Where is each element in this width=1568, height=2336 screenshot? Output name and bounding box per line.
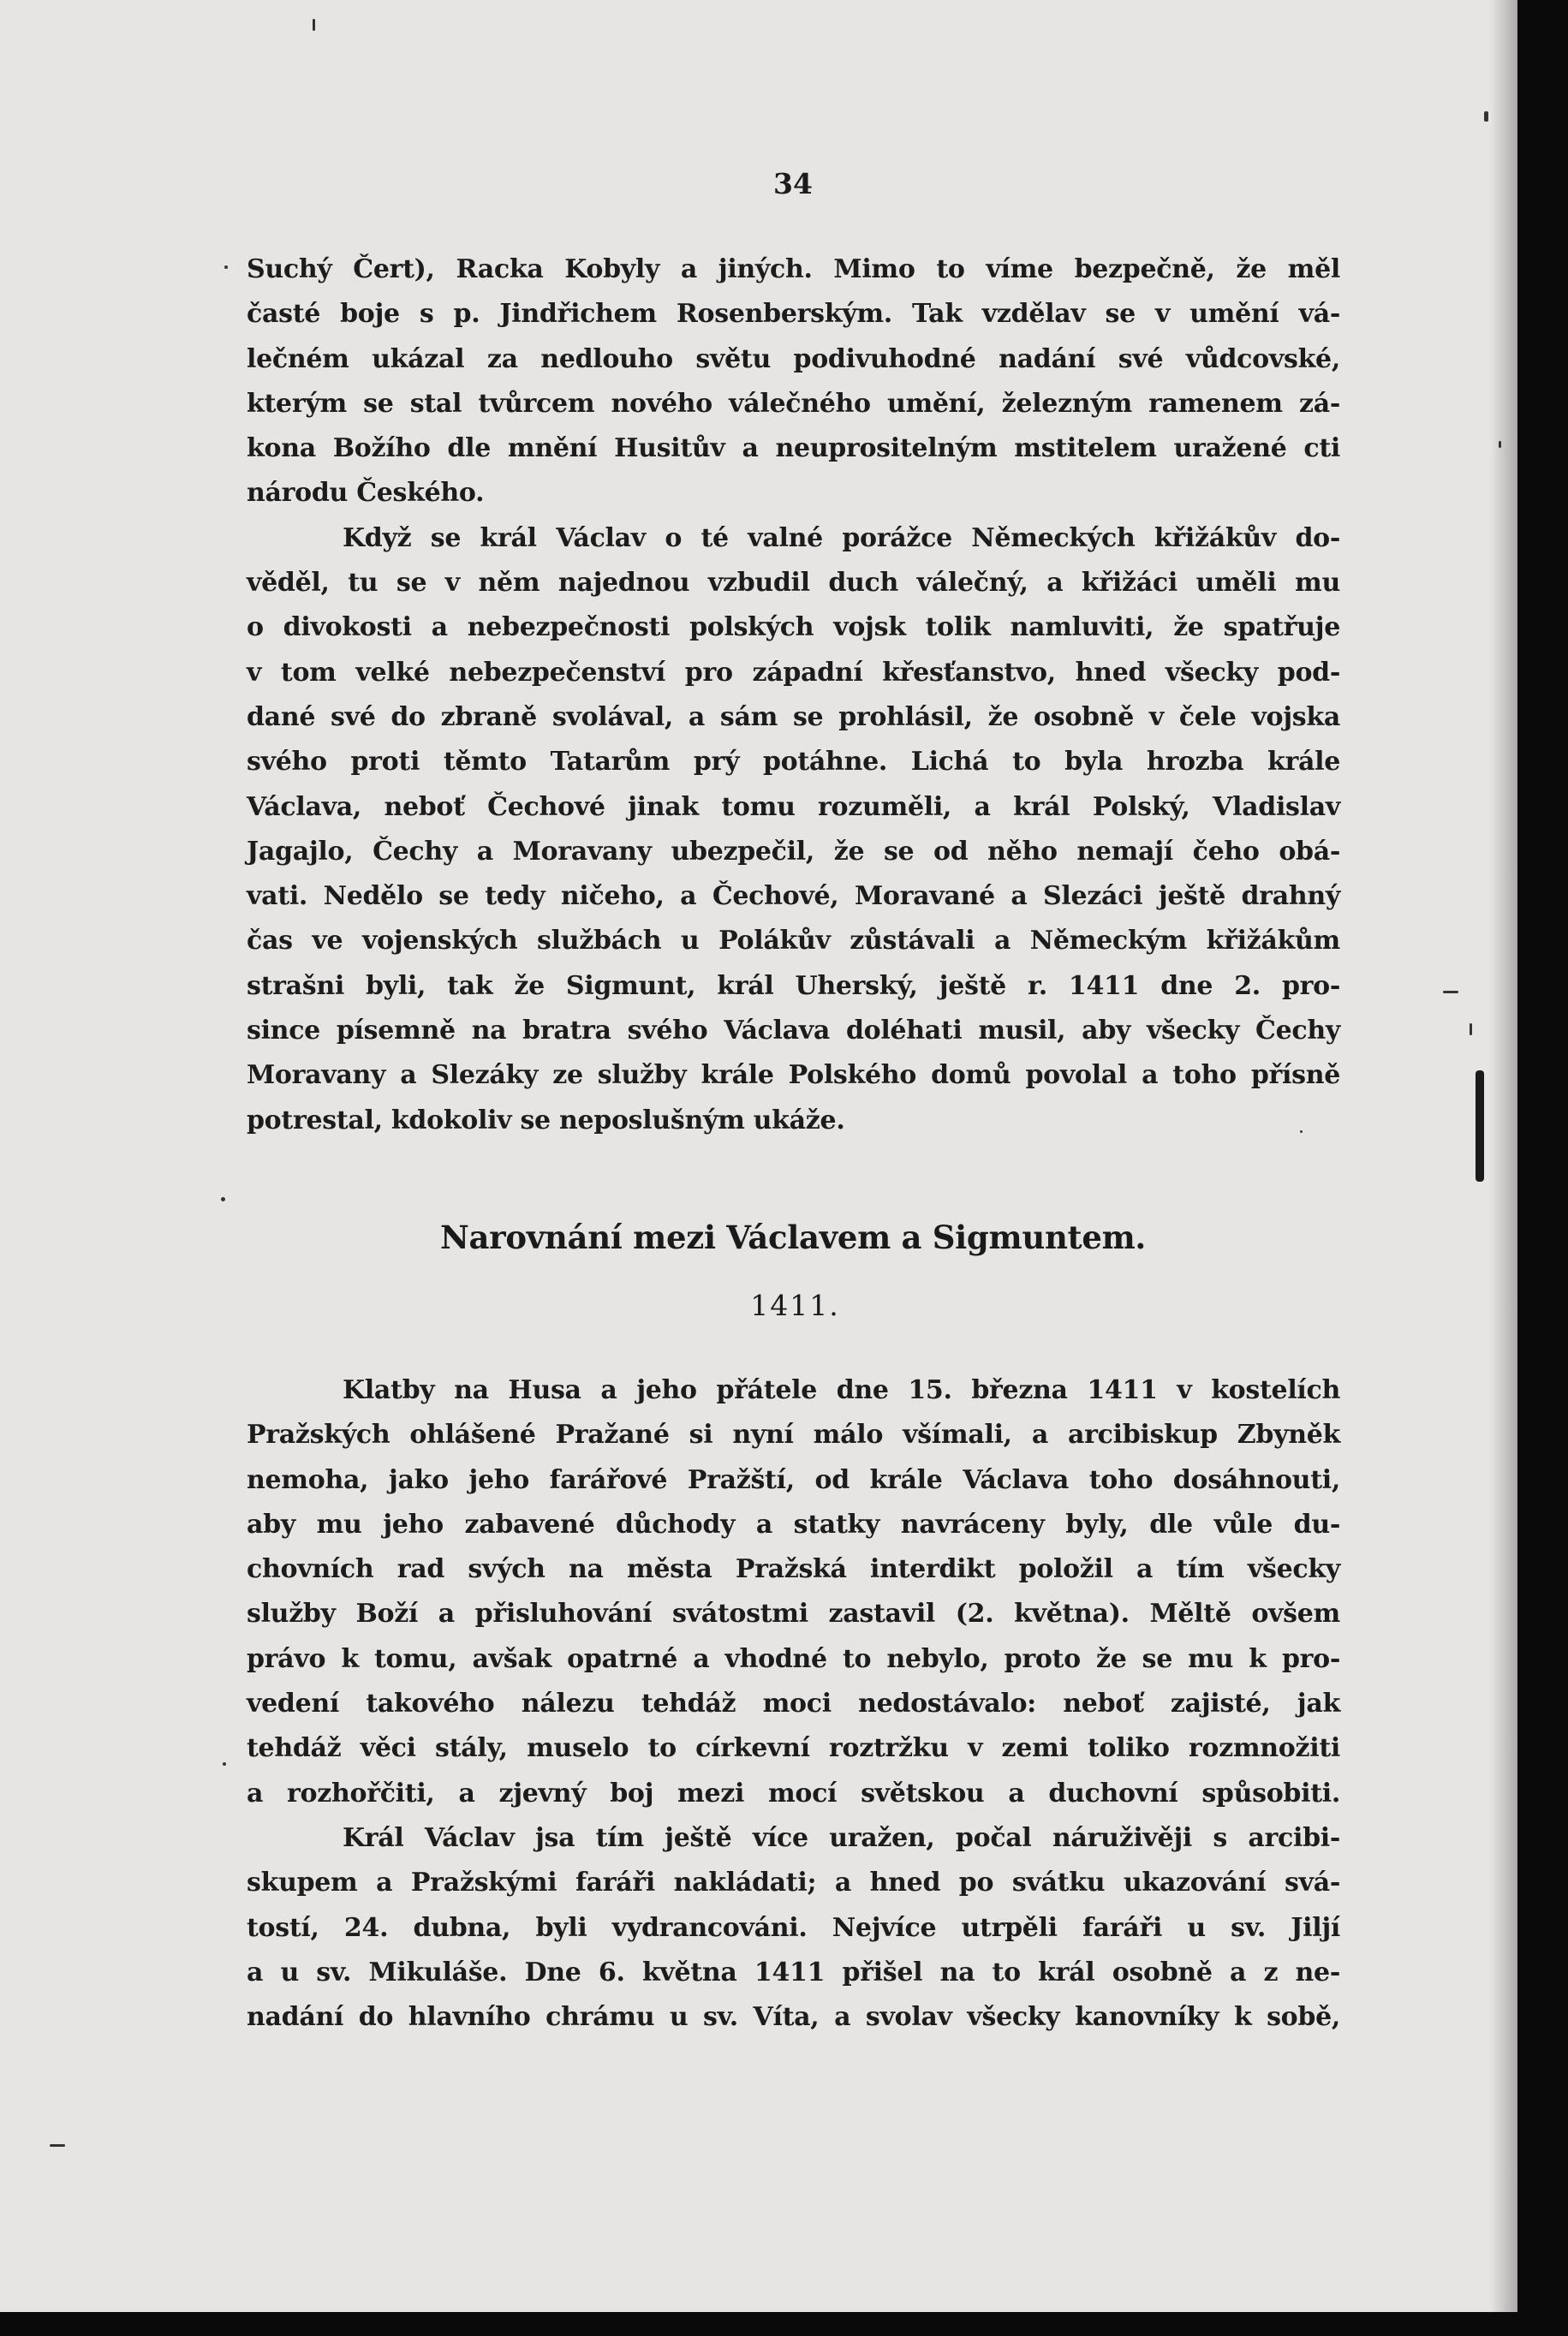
speck [223,1762,226,1766]
text-line: časté boje s p. Jindřichem Rosenberským. Tak vzdělav se v umění vá- [247,299,1340,330]
text-line: tehdáž věci stály, muselo to církevní roztržku v zemi toliko rozmnožiti [247,1733,1340,1764]
text-line: aby mu jeho zabavené důchody a statky navráceny byly, dle vůle du- [247,1509,1340,1540]
section-heading: Narovnání mezi Václavem a Sigmuntem. [439,1219,1147,1256]
text-block-before [247,247,1340,1143]
text-line: Klatby na Husa a jeho přátele dne 15. března 1411 v kostelích [343,1375,1340,1405]
text-line: Jagajlo, Čechy a Moravany ubezpečil, že se od něho nemají čeho obá- [247,836,1340,867]
text-line: služby Boží a přisluhování svátostmi zastavil (2. května). Měltě ovšem [247,1599,1340,1630]
text-line: právo k tomu, avšak opatrné a vhodné to nebylo, proto že se mu k pro- [247,1643,1340,1674]
text-line: Suchý Čert), Racka Kobyly a jiných. Mimo to víme bezpečně, že měl [247,254,1340,284]
speck [313,19,315,31]
text-line: lečném ukázal za nedlouho světu podivuhodné nadání své vůdcovské, [247,343,1340,374]
text-line: vedení takového nálezu tehdáž moci nedostávalo: neboť zajisté, jak [247,1689,1340,1719]
speck [1476,1070,1484,1182]
text-line: tostí, 24. dubna, byli vydrancováni. Nejvíce utrpěli faráři u sv. Jiljí [247,1912,1340,1943]
speck [1443,991,1458,993]
speck [221,1197,225,1201]
text-line: skupem a Pražskými faráři nakládati; a hned po svátku ukazování svá- [247,1868,1340,1898]
scan-border-right [1517,0,1568,2336]
text-line: kona Božího dle mnění Husitův a neuprositelným mstitelem uražené cti [247,433,1340,464]
scan-border-bottom [0,2312,1568,2336]
text-line: nemoha, jako jeho farářové Pražští, od krále Václava toho dosáhnouti, [247,1464,1340,1495]
text-line: vati. Nedělo se tedy ničeho, a Čechové, Moravané a Slezáci ještě drahný [247,881,1340,912]
text-line: Pražských ohlášené Pražané si nyní málo všímali, a arcibiskup Zbyněk [247,1420,1340,1451]
text-line: Král Václav jsa tím ještě více uražen, počal náruživěji s arcibi- [343,1822,1340,1853]
speck [224,265,228,269]
text-line: since písemně na bratra svého Václava doléhati musil, aby všecky Čechy [247,1016,1340,1046]
text-line: kterým se stal tvůrcem nového válečného umění, železným ramenem zá- [247,388,1340,419]
text-line: Moravany a Slezáky ze služby krále Polského domů povolal a toho přísně [247,1060,1340,1091]
speck [50,2144,65,2147]
text-line: o divokosti a nebezpečnosti polských vojsk tolik namluviti, že spatřuje [247,612,1340,643]
text-block-after [247,1368,1340,2040]
text-line: a u sv. Mikuláše. Dne 6. května 1411 přišel na to král osobně a z ne- [247,1957,1340,1987]
text-line: chovních rad svých na města Pražská interdikt položil a tím všecky [247,1554,1340,1585]
text-line: nadání do hlavního chrámu u sv. Víta, a svolav všecky kanovníky k sobě, [247,2002,1340,2033]
page-edge-shadow [1490,0,1517,2312]
text-line: Když se král Václav o té valné porážce Německých křižákův do- [343,522,1340,553]
speck [1470,1023,1472,1035]
page-number: 34 [773,167,813,200]
text-line: svého proti těmto Tatarům prý potáhne. Lichá to byla hrozba krále [247,747,1340,778]
text-line: čas ve vojenských službách u Polákův zůstávali a Německým křižákům [247,926,1340,956]
text-line: a rozhořčiti, a zjevný boj mezi mocí světskou a duchovní spůsobiti. [247,1778,1340,1809]
section-year: 1411. [750,1289,840,1322]
speck [1300,1130,1303,1133]
text-line: národu Českého. [247,478,485,509]
speck [1484,111,1488,122]
text-line: potrestal, kdokoliv se neposlušným ukáže. [247,1105,845,1135]
text-line: strašni byli, tak že Sigmunt, král Uherský, ještě r. 1411 dne 2. pro- [247,970,1340,1001]
text-line: dané své do zbraně svolával, a sám se prohlásil, že osobně v čele vojska [247,701,1340,732]
text-line: v tom velké nebezpečenství pro západní křesťanstvo, hned všecky pod- [247,657,1340,688]
text-line: věděl, tu se v něm najednou vzbudil duch válečný, a křižáci uměli mu [247,568,1340,599]
text-line: Václava, neboť Čechové jinak tomu rozuměli, a král Polský, Vladislav [247,791,1340,822]
speck [1499,441,1501,448]
